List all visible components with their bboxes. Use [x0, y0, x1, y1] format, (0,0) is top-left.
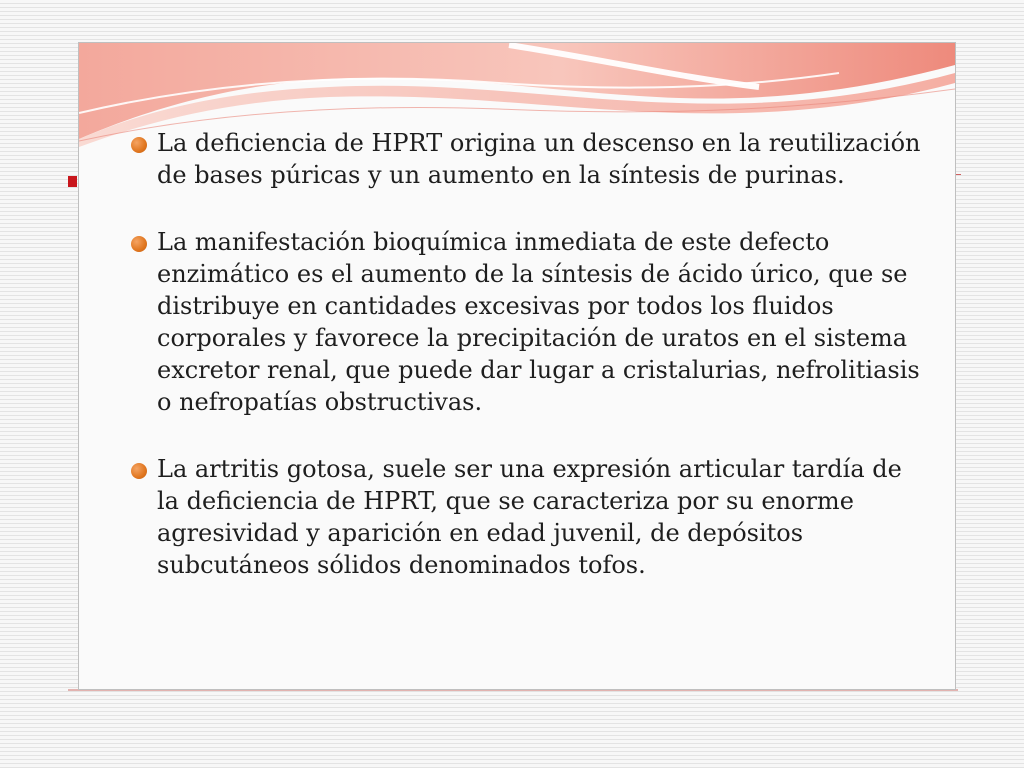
list-item	[131, 127, 931, 191]
list-item	[131, 453, 931, 581]
bullet-text: La manifestación bioquímica inmediata de este defecto enzimático es el aumento de la síntesis de ácido úrico, que se distribuye en cantidades excesivas por todos los fluidos corporales y favorece la precipitación de uratos en el sistema excretor renal, que puede dar lugar a cristalurias, nefrolitiasis o nefropatías obstructivas.	[157, 228, 920, 416]
bullet-list	[131, 127, 931, 616]
slide	[78, 42, 956, 690]
bullet-text: La artritis gotosa, suele ser una expresión articular tardía de la deficiencia de HPRT, que se caracteriza por su enorme agresividad y aparición en edad juvenil, de depósitos subcutáneos sólidos denominados tofos.	[157, 455, 902, 579]
orange-dot-icon	[131, 463, 147, 479]
orange-dot-icon	[131, 236, 147, 252]
bullet-text: La deficiencia de HPRT origina un descenso en la reutilización de bases púricas y un aumento en la síntesis de purinas.	[157, 129, 921, 189]
orange-dot-icon	[131, 137, 147, 153]
red-square-icon	[68, 176, 77, 187]
list-item	[131, 226, 931, 418]
